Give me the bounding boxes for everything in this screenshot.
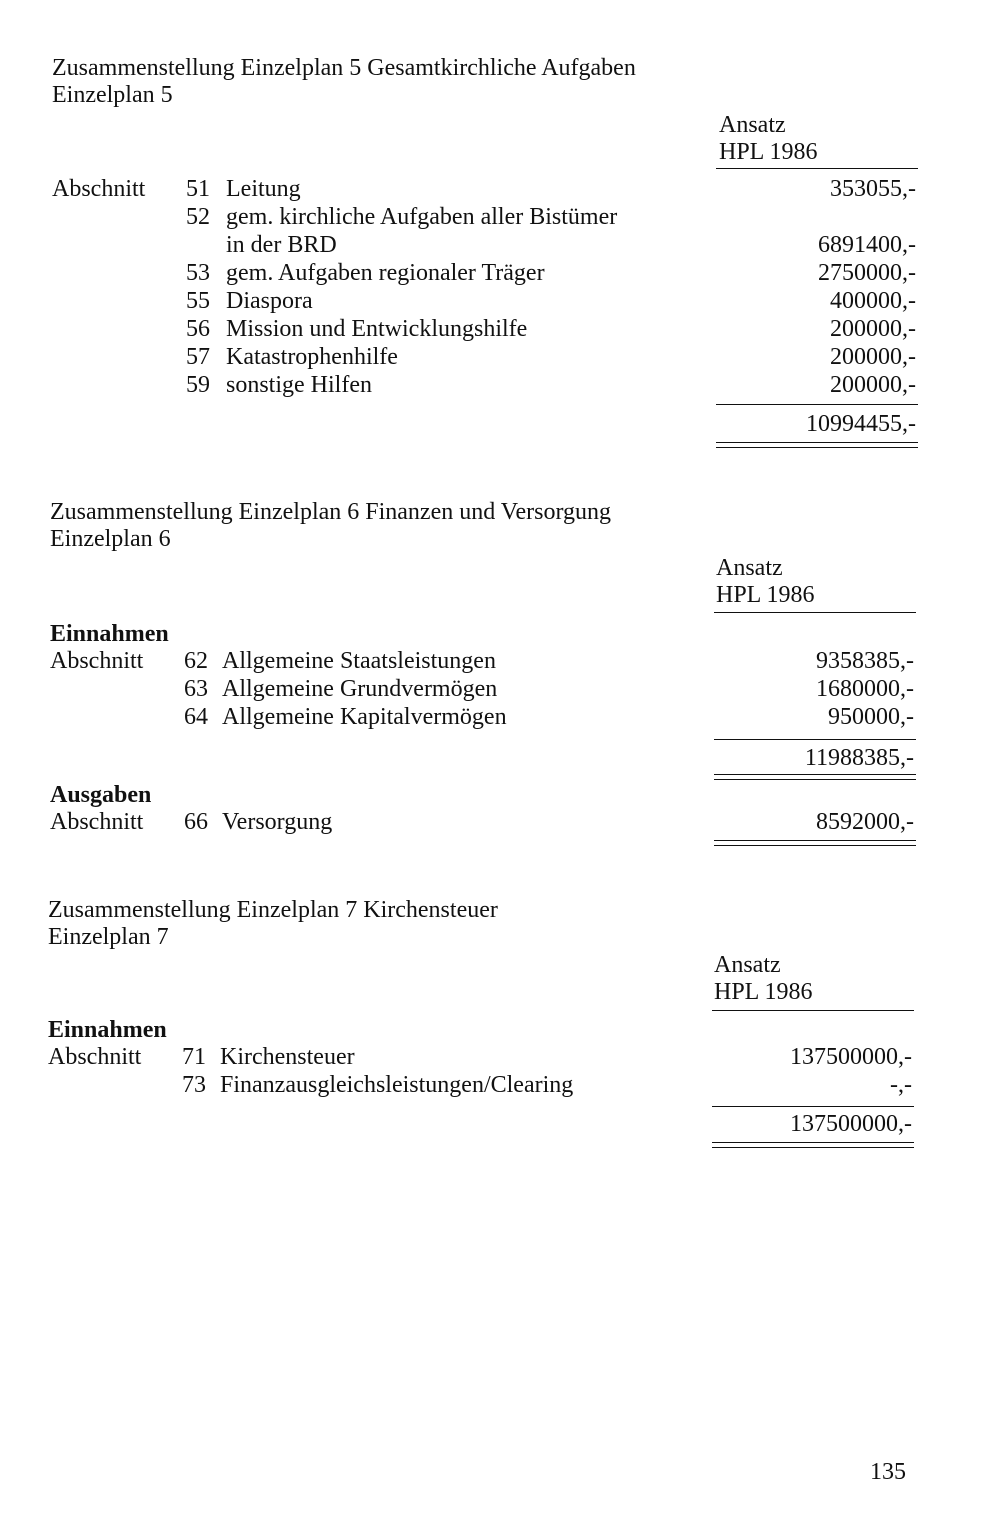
section6-row-value: 1680000,- xyxy=(816,676,914,702)
page-number: 135 xyxy=(870,1459,906,1485)
section5-title: Zusammenstellung Einzelplan 5 Gesamtkirchliche Aufgaben xyxy=(52,55,636,81)
section7-abschnitt-label: Abschnitt xyxy=(48,1044,142,1070)
section7-subtitle: Einzelplan 7 xyxy=(48,924,169,950)
section5-row-code: 57 xyxy=(186,344,210,370)
section5-row-value: 200000,- xyxy=(830,316,916,342)
section7-income-heading: Einnahmen xyxy=(48,1017,167,1043)
section6-total: 11988385,- xyxy=(804,745,914,771)
section7-row-code: 73 xyxy=(182,1072,206,1098)
section5-row-code: 53 xyxy=(186,260,210,286)
section5-row-text: Diaspora xyxy=(226,288,313,314)
section5-col-header-hpl: HPL 1986 xyxy=(719,139,818,165)
section5-row-value: 400000,- xyxy=(830,288,916,314)
section6-expense-text: Versorgung xyxy=(222,809,333,835)
section5-row-code: 52 xyxy=(186,204,210,230)
section6-row-text: Allgemeine Staatsleistungen xyxy=(222,648,496,674)
section5-double-rule xyxy=(716,442,918,448)
section5-row-code: 55 xyxy=(186,288,210,314)
section5-row-code: 51 xyxy=(186,176,210,202)
section5-row-value: 6891400,- xyxy=(818,232,916,258)
section6-col-header-ansatz: Ansatz xyxy=(716,555,783,581)
section6-header-rule xyxy=(714,612,916,613)
section7-row-text: Finanzausgleichsleistungen/Clearing xyxy=(220,1072,574,1098)
section5-row-value: 2750000,- xyxy=(818,260,916,286)
section7-header-rule xyxy=(712,1010,914,1011)
section7-total: 137500000,- xyxy=(790,1111,912,1137)
section6-title: Zusammenstellung Einzelplan 6 Finanzen und Versorgung xyxy=(50,499,612,525)
section5-row-code: 59 xyxy=(186,372,210,398)
section5-row-value: 200000,- xyxy=(830,372,916,398)
section5-sum-rule xyxy=(716,404,918,405)
section7-col-header-ansatz: Ansatz xyxy=(714,952,781,978)
section5-row-text: Mission und Entwicklungshilfe xyxy=(226,316,528,342)
section6-row-text: Allgemeine Kapitalvermögen xyxy=(222,704,507,730)
section5-row-text: sonstige Hilfen xyxy=(226,372,372,398)
section7-row-value: -,- xyxy=(890,1072,912,1098)
section6-subtitle: Einzelplan 6 xyxy=(50,526,171,552)
section5-row-text: Katastrophenhilfe xyxy=(226,344,398,370)
section5-row-code: 56 xyxy=(186,316,210,342)
section5-row-text: Leitung xyxy=(226,176,301,202)
section5-col-header-ansatz: Ansatz xyxy=(719,112,786,138)
section7-row-text: Kirchensteuer xyxy=(220,1044,355,1070)
section7-double-rule xyxy=(712,1142,914,1148)
section5-row-text: gem. kirchliche Aufgaben aller Bistümer xyxy=(226,204,618,230)
section6-expense-abschnitt-label: Abschnitt xyxy=(50,809,144,835)
section5-row-text-continuation: in der BRD xyxy=(226,232,337,258)
section6-col-header-hpl: HPL 1986 xyxy=(716,582,815,608)
section7-title: Zusammenstellung Einzelplan 7 Kirchensteuer xyxy=(48,897,498,923)
section5-row-text: gem. Aufgaben regionaler Träger xyxy=(226,260,545,286)
section5-header-rule xyxy=(716,168,918,169)
section6-abschnitt-label: Abschnitt xyxy=(50,648,144,674)
section6-income-heading: Einnahmen xyxy=(50,621,169,647)
section6-row-value: 9358385,- xyxy=(816,648,914,674)
section6-expense-code: 66 xyxy=(184,809,208,835)
section6-row-code: 64 xyxy=(184,704,208,730)
section5-row-value: 200000,- xyxy=(830,344,916,370)
section5-subtitle: Einzelplan 5 xyxy=(52,82,173,108)
section5-row-value: 353055,- xyxy=(830,176,916,202)
section7-row-value: 137500000,- xyxy=(790,1044,912,1070)
section6-row-value: 950000,- xyxy=(828,704,914,730)
section6-expense-value: 8592000,- xyxy=(816,809,914,835)
section6-expense-heading: Ausgaben xyxy=(50,782,152,808)
section7-col-header-hpl: HPL 1986 xyxy=(714,979,813,1005)
section6-row-text: Allgemeine Grundvermögen xyxy=(222,676,498,702)
section6-sum-rule xyxy=(714,739,916,740)
section6-row-code: 62 xyxy=(184,648,208,674)
section7-sum-rule xyxy=(712,1106,914,1107)
section6-row-code: 63 xyxy=(184,676,208,702)
section5-total: 10994455,- xyxy=(806,411,916,437)
section6-double-rule xyxy=(714,774,916,780)
section7-row-code: 71 xyxy=(182,1044,206,1070)
section6-expense-double-rule xyxy=(714,840,916,846)
section5-abschnitt-label: Abschnitt xyxy=(52,176,146,202)
